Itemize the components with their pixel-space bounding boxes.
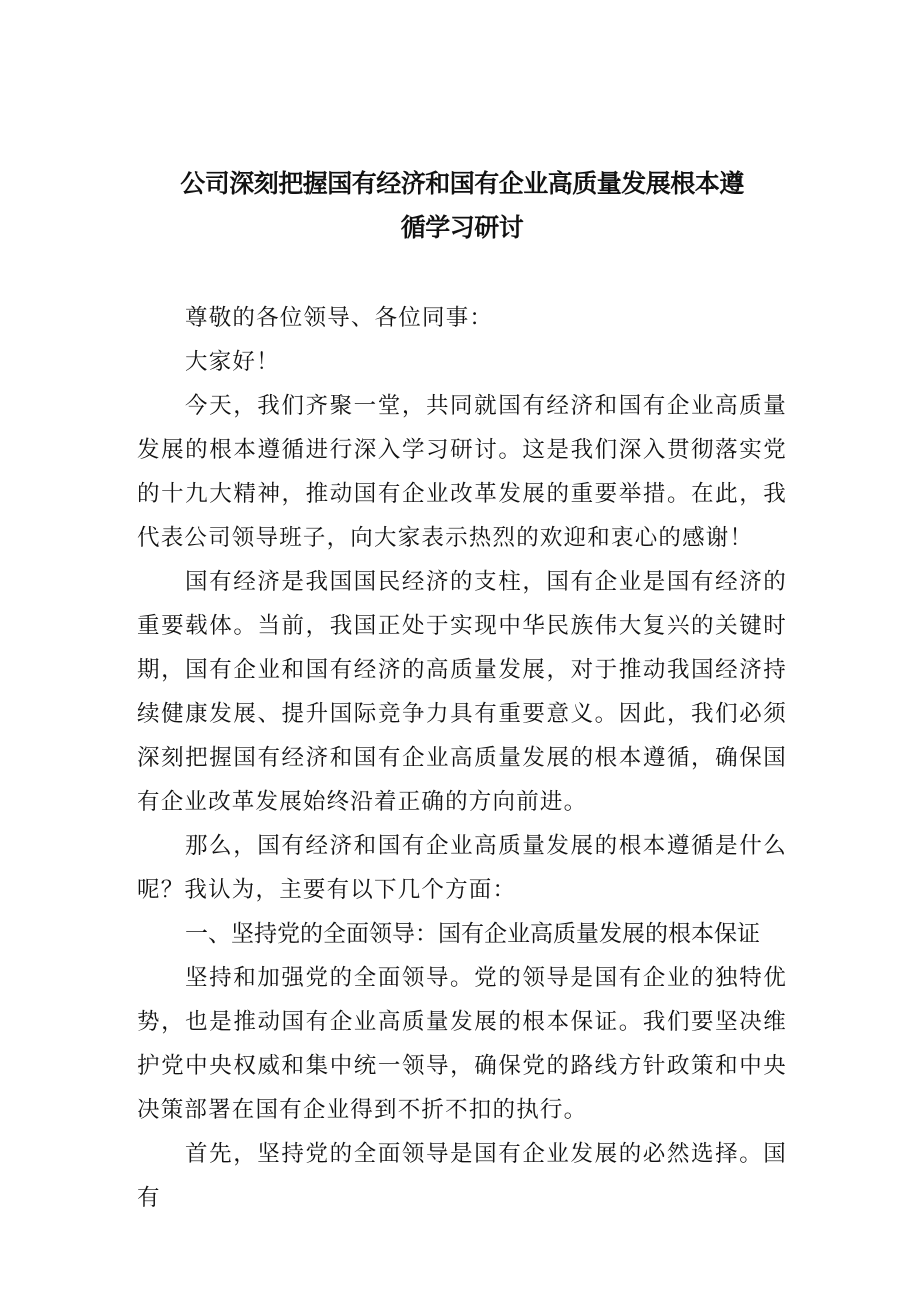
section-heading: 一、坚持党的全面领导：国有企业高质量发展的根本保证 [185,921,760,947]
document-title [137,162,787,250]
body-paragraph: 坚持和加强党的全面领导。党的领导是国有企业的独特优势，也是推动国有企业高质量发展的根本保证。我们要坚决维护党中央权威和集中统一领导，确保党的路线方针政策和中央决策部署在国有企业得到不折不扣的执行。 [137,965,787,1123]
title-line-1: 公司深刻把握国有经济和国有企业高质量发展根本遵 [180,169,744,198]
greeting: 大家好！ [185,349,280,375]
body-paragraph: 国有经济是我国国民经济的支柱，国有企业是国有经济的重要载体。当前，我国正处于实现中华民族伟大复兴的关键时期，国有企业和国有经济的高质量发展，对于推动我国经济持续健康发展、提升国际竞争力具有重要意义。因此，我们必须深刻把握国有经济和国有企业高质量发展的根本遵循，确保国有企业改革发展始终沿着正确的方向前进。 [137,569,787,815]
body-paragraph: 今天，我们齐聚一堂，共同就国有经济和国有企业高质量发展的根本遵循进行深入学习研讨。这是我们深入贯彻落实党的十九大精神，推动国有企业改革发展的重要举措。在此，我代表公司领导班子，向大家表示热烈的欢迎和衷心的感谢！ [137,393,787,551]
body-paragraph: 那么，国有经济和国有企业高质量发展的根本遵循是什么呢？我认为，主要有以下几个方面： [137,833,787,903]
salutation: 尊敬的各位领导、各位同事： [185,305,494,331]
body-paragraph: 首先，坚持党的全面领导是国有企业发展的必然选择。国有 [137,1141,787,1211]
document-body [137,296,787,1220]
title-line-2: 循学习研讨 [400,213,524,242]
